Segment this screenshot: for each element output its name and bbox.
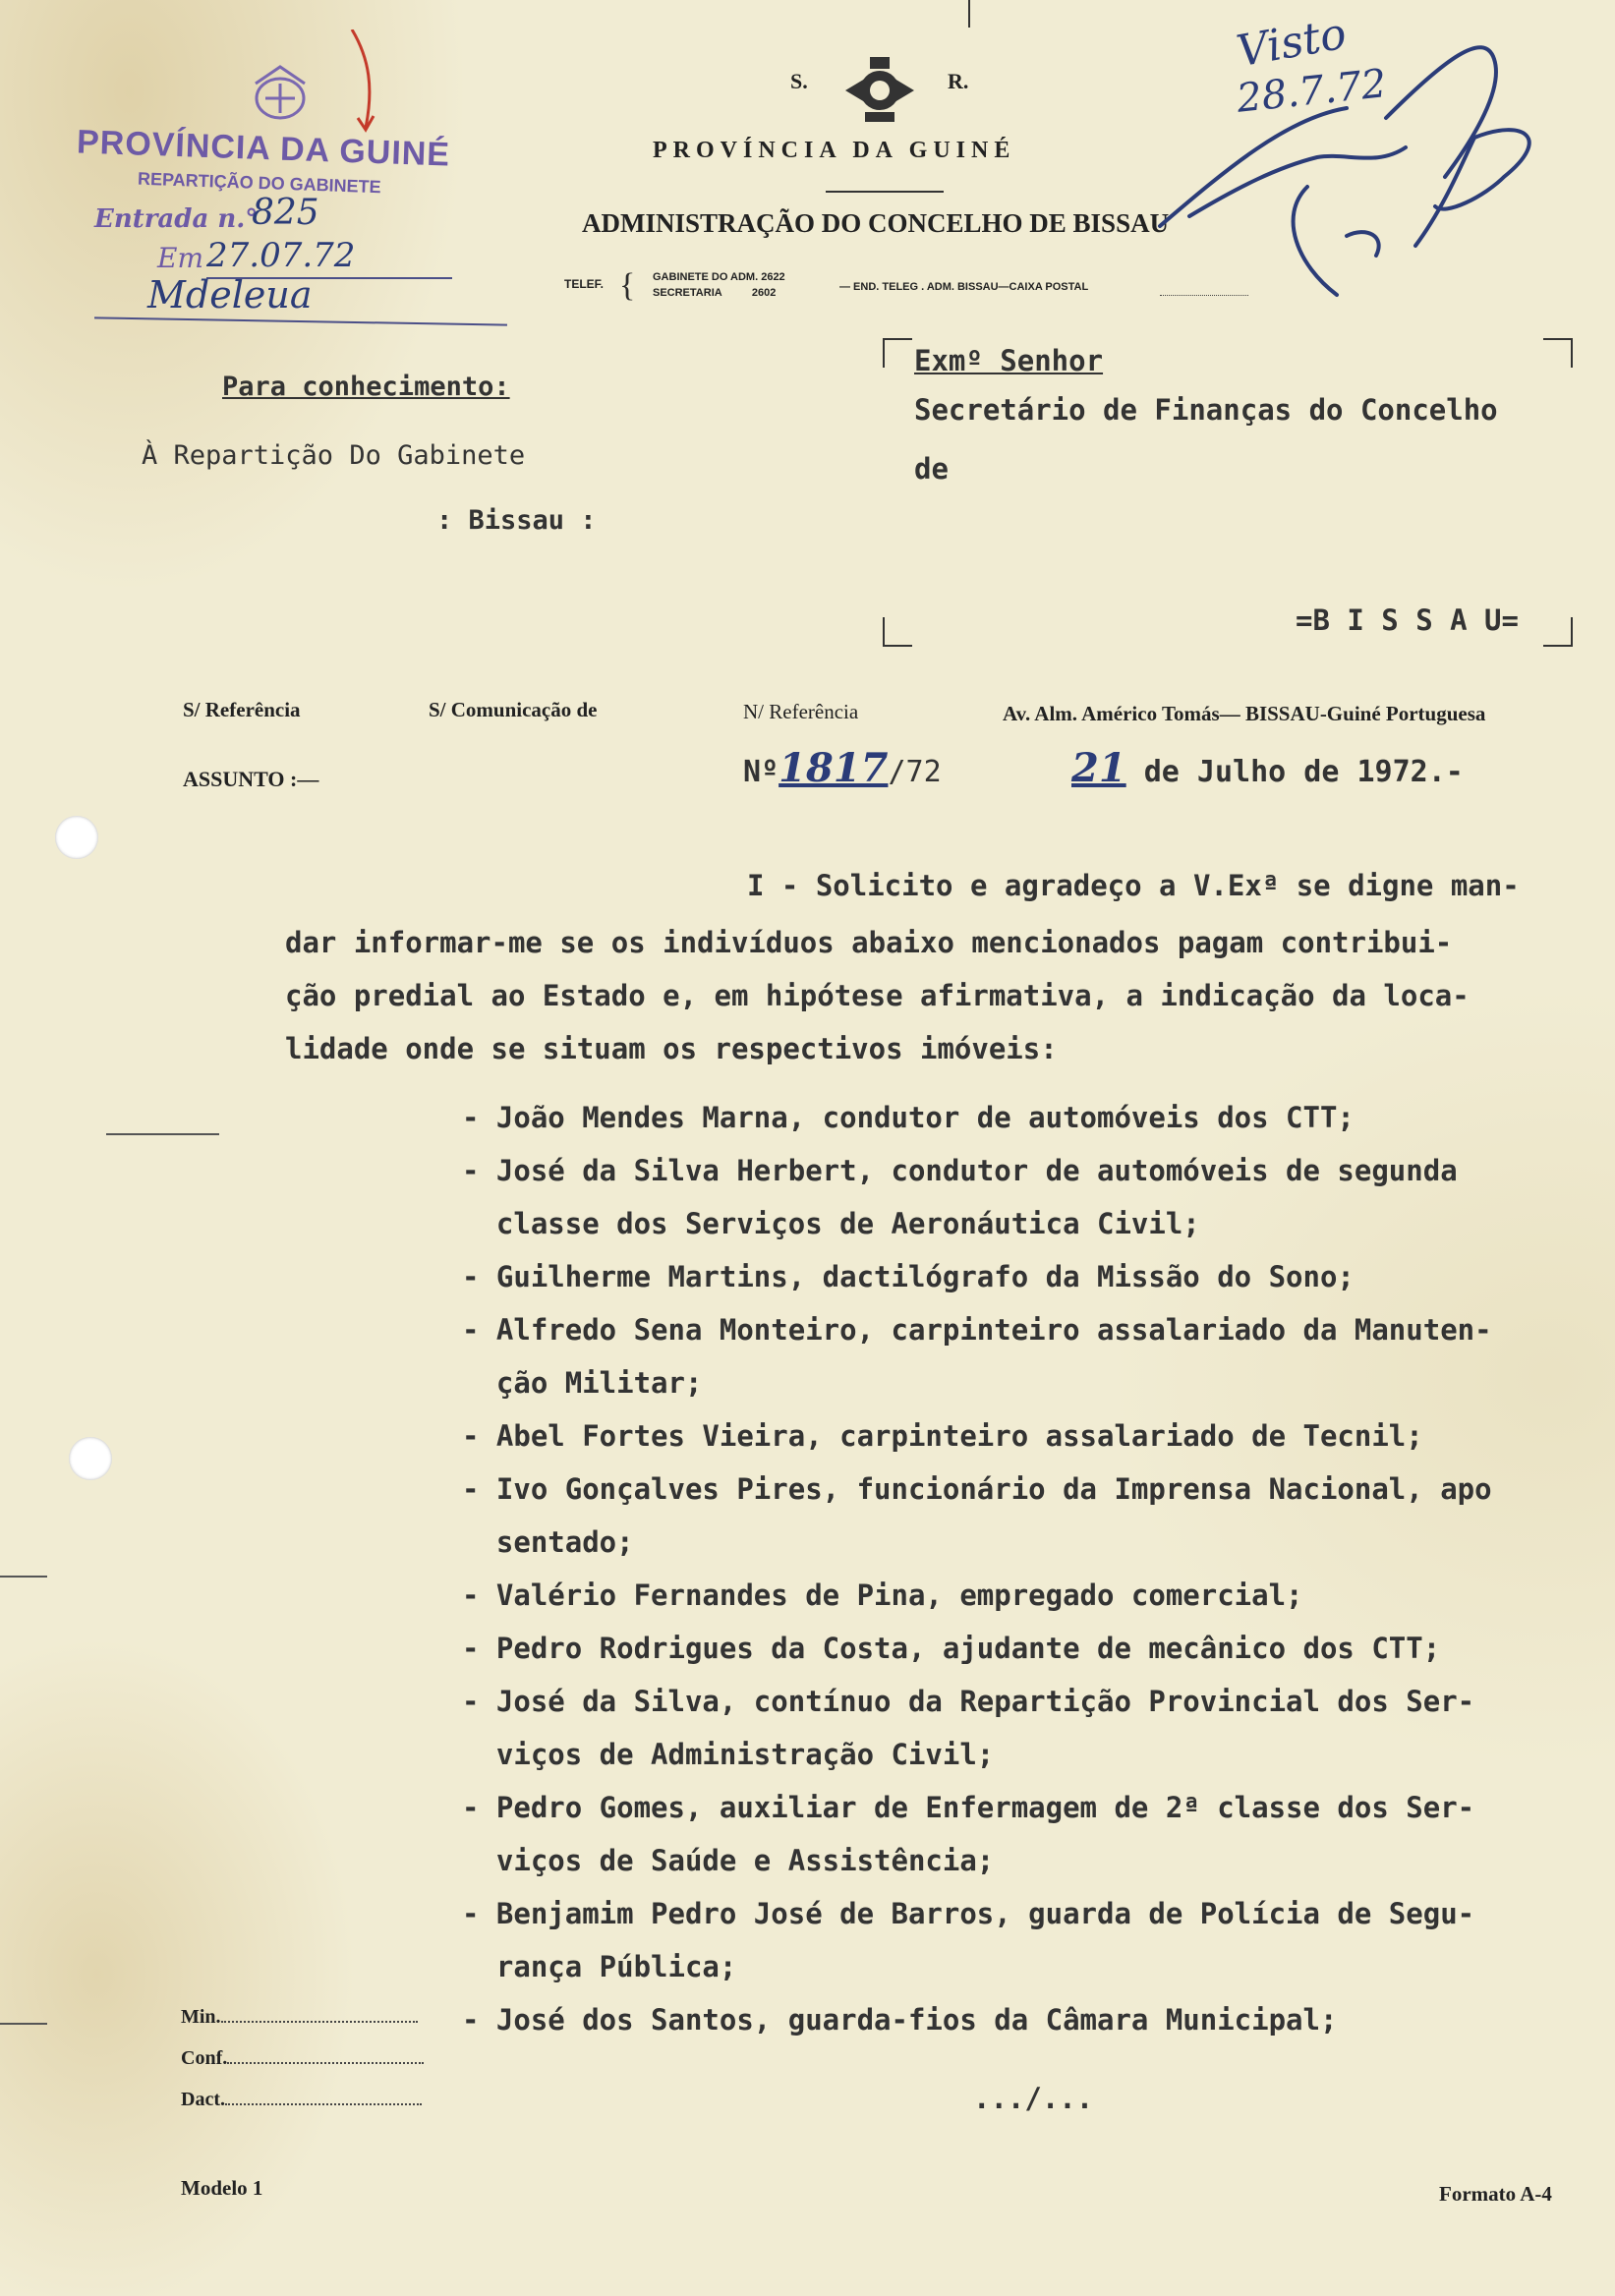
recipient-de: de bbox=[914, 452, 949, 486]
footer-min bbox=[181, 2001, 418, 2029]
footer-conf-line bbox=[227, 2042, 424, 2064]
footer-dact bbox=[181, 2084, 422, 2111]
ref-n-referencia: N/ Referência bbox=[743, 700, 859, 723]
ref-day: 21 bbox=[1071, 745, 1126, 791]
stamp-em-label: Em bbox=[157, 242, 203, 274]
list-item: - Benjamim Pedro José de Barros, guarda de Polícia de Segu- bbox=[462, 1897, 1475, 1930]
ref-n-suffix: /72 bbox=[888, 755, 942, 789]
recipient-title: Secretário de Finanças do Concelho bbox=[914, 393, 1498, 427]
footer-conf-label: Conf. bbox=[181, 2047, 228, 2069]
recipient-city: =B I S S A U= bbox=[1296, 603, 1519, 637]
footer-conf bbox=[181, 2042, 424, 2070]
routing-para: Para conhecimento: bbox=[222, 372, 510, 402]
list-item: - Pedro Gomes, auxiliar de Enfermagem de 2ª classe dos Ser- bbox=[462, 1791, 1475, 1824]
ref-date-rest: de Julho de 1972.- bbox=[1143, 755, 1464, 789]
ref-assunto: ASSUNTO :— bbox=[183, 767, 319, 791]
list-item: - José da Silva Herbert, condutor de automóveis de segunda bbox=[462, 1154, 1458, 1187]
list-item: classe dos Serviços de Aeronáutica Civil; bbox=[462, 1207, 1200, 1240]
list-item: sentado; bbox=[462, 1525, 634, 1559]
stamp-province: PROVÍNCIA DA GUINÉ bbox=[76, 123, 451, 174]
received-stamp bbox=[59, 59, 472, 373]
stamp-signature: Mdeleua bbox=[147, 273, 313, 316]
routing-to: À Repartição Do Gabinete bbox=[142, 440, 526, 471]
header-s: S. bbox=[790, 69, 808, 93]
list-item: - João Mendes Marna, condutor de automóveis dos CTT; bbox=[462, 1101, 1355, 1134]
list-item: - Valério Fernandes de Pina, empregado comercial; bbox=[462, 1578, 1303, 1612]
header-telef: TELEF. bbox=[564, 277, 605, 291]
list-item: viços de Administração Civil; bbox=[462, 1738, 995, 1771]
footer-min-label: Min. bbox=[181, 2006, 221, 2028]
list-item: viços de Saúde e Assistência; bbox=[462, 1844, 995, 1877]
ref-s-referencia: S/ Referência bbox=[183, 698, 301, 721]
header-province: PROVÍNCIA DA GUINÉ bbox=[653, 138, 1016, 163]
stamp-entrada-label: Entrada n.° bbox=[94, 204, 259, 234]
ref-n-number: 1817 bbox=[779, 745, 889, 791]
ref-number-line bbox=[743, 745, 942, 791]
recipient-bracket-tr bbox=[1543, 338, 1573, 368]
edge-mark bbox=[0, 1576, 47, 1578]
continuation-mark: .../... bbox=[973, 2082, 1094, 2115]
stamp-entrada-number: 825 bbox=[252, 193, 319, 233]
list-item: - Pedro Rodrigues da Costa, ajudante de mecânico dos CTT; bbox=[462, 1632, 1441, 1665]
ref-date-line bbox=[1071, 745, 1464, 791]
footer-min-line bbox=[221, 2001, 418, 2023]
header-gabinete: GABINETE DO ADM. 2622 bbox=[653, 271, 785, 283]
coat-of-arms-icon bbox=[836, 51, 924, 130]
annotation-visto: Visto bbox=[1233, 8, 1351, 78]
signature-scribble-icon bbox=[1150, 20, 1563, 315]
recipient-bracket-br bbox=[1543, 617, 1573, 647]
footer-modelo: Modelo 1 bbox=[181, 2176, 263, 2200]
top-fold-line bbox=[968, 0, 970, 28]
ref-address: Av. Alm. Américo Tomás— BISSAU-Guiné Portuguesa bbox=[1003, 702, 1486, 725]
list-item: rança Pública; bbox=[462, 1950, 737, 1983]
header-r: R. bbox=[948, 69, 969, 93]
footer-dact-label: Dact. bbox=[181, 2089, 225, 2110]
stamp-department: REPARTIÇÃO DO GABINETE bbox=[137, 168, 381, 198]
list-item: - Abel Fortes Vieira, carpinteiro assalariado de Tecnil; bbox=[462, 1419, 1423, 1453]
list-item: - Alfredo Sena Monteiro, carpinteiro assalariado da Manuten- bbox=[462, 1313, 1492, 1347]
edge-mark bbox=[0, 2023, 47, 2025]
header-brace: { bbox=[619, 267, 636, 304]
list-item: - José dos Santos, guarda-fios da Câmara Municipal; bbox=[462, 2003, 1338, 2037]
stamp-signature-underline bbox=[94, 316, 507, 325]
routing-place: : Bissau : bbox=[436, 505, 597, 536]
fold-mark bbox=[106, 1133, 219, 1135]
stamp-em-date: 27.07.72 bbox=[206, 236, 356, 275]
punch-hole-bottom bbox=[69, 1437, 112, 1480]
footer-dact-line bbox=[225, 2084, 422, 2105]
list-item: - Guilherme Martins, dactilógrafo da Missão do Sono; bbox=[462, 1260, 1355, 1293]
body-line-3: ção predial ao Estado e, em hipótese afirmativa, a indicação da loca- bbox=[285, 979, 1470, 1012]
coat-of-arms-icon bbox=[236, 59, 324, 128]
annotation-date: 28.7.72 bbox=[1235, 61, 1389, 122]
header-address: — END. TELEG . ADM. BISSAU—CAIXA POSTAL bbox=[839, 281, 1089, 293]
body-line-2: dar informar-me se os indivíduos abaixo mencionados pagam contribui- bbox=[285, 926, 1453, 959]
recipient-bracket-bl bbox=[883, 617, 912, 647]
header-divider bbox=[826, 191, 944, 193]
punch-hole-top bbox=[55, 816, 98, 859]
body-line-1: I - Solicito e agradeço a V.Exª se digne man- bbox=[747, 869, 1520, 902]
header-administration: ADMINISTRAÇÃO DO CONCELHO DE BISSAU bbox=[582, 208, 1170, 238]
list-item: ção Militar; bbox=[462, 1366, 703, 1400]
list-item: - Ivo Gonçalves Pires, funcionário da Imprensa Nacional, apo bbox=[462, 1472, 1492, 1506]
ref-s-comunicacao: S/ Comunicação de bbox=[429, 698, 598, 721]
arrow-mark-icon bbox=[344, 29, 383, 138]
body-line-4: lidade onde se situam os respectivos imóveis: bbox=[285, 1032, 1058, 1065]
recipient-salutation: Exmº Senhor bbox=[914, 344, 1104, 377]
footer-formato: Formato A-4 bbox=[1439, 2182, 1552, 2206]
recipient-bracket-tl bbox=[883, 338, 912, 368]
header-secretaria: SECRETARIA 2602 bbox=[653, 287, 777, 299]
ref-n-prefix: Nº bbox=[743, 755, 779, 789]
list-item: - José da Silva, contínuo da Repartição Provincial dos Ser- bbox=[462, 1685, 1475, 1718]
